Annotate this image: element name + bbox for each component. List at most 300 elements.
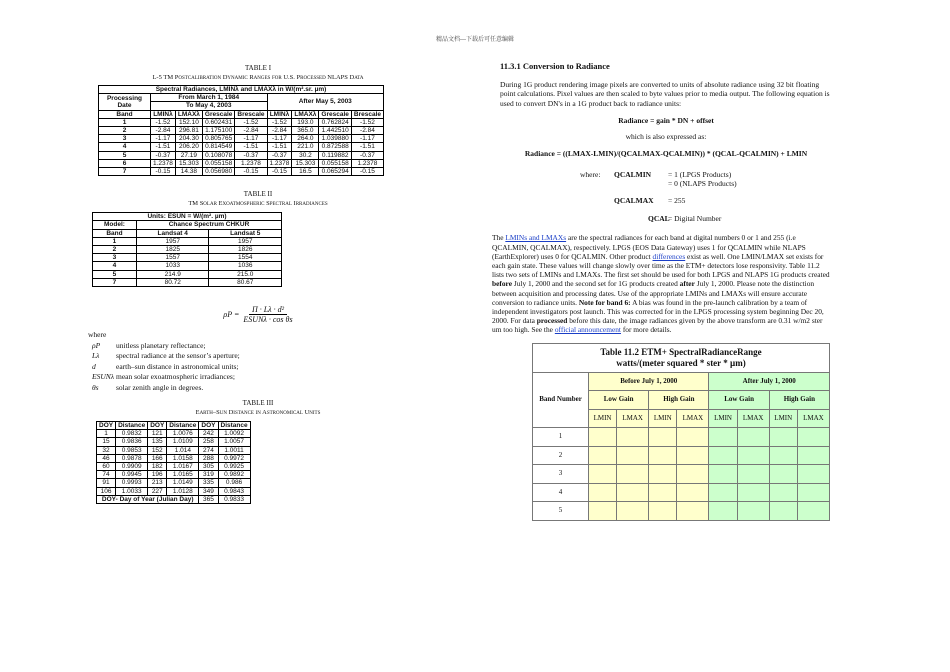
empty-cell bbox=[589, 446, 617, 465]
table3-cell: 91 bbox=[97, 479, 116, 487]
table-row bbox=[93, 278, 282, 286]
qcalmax-def bbox=[614, 196, 832, 206]
table-row bbox=[533, 502, 830, 521]
table2-cell: 2 bbox=[93, 246, 137, 254]
qcal-label: QCAL bbox=[648, 213, 670, 223]
empty-cell bbox=[737, 465, 769, 484]
empty-cell bbox=[769, 502, 797, 521]
table3-cell: 32 bbox=[97, 446, 116, 454]
table3-cell: 305 bbox=[199, 463, 218, 471]
table1-title: Spectral Radiances, LMINλ and LMAXλ in W/(m².sr. µm) bbox=[99, 86, 384, 94]
table1-col-header: Brescale bbox=[351, 110, 383, 118]
table1-period1b: To May 4, 2003 bbox=[151, 102, 268, 110]
table3-cell: 0.9972 bbox=[218, 454, 250, 462]
table3-cell: 288 bbox=[199, 454, 218, 462]
bold-after: after bbox=[679, 279, 695, 289]
empty-cell bbox=[797, 446, 829, 465]
table1-col-header: Brescale bbox=[235, 110, 267, 118]
table3-footer-doy: 365 bbox=[199, 495, 218, 503]
table3-cell: 1.0128 bbox=[167, 487, 199, 495]
table-row bbox=[93, 237, 282, 245]
table1-cell: 1.2378 bbox=[151, 159, 176, 167]
band-number-header: Band Number bbox=[533, 372, 589, 428]
table2-model-value: Chance Spectrum CHKUR bbox=[136, 221, 281, 229]
text-run: for more details. bbox=[620, 325, 672, 335]
table3-col-header: DOY bbox=[148, 422, 167, 430]
qcalmax-value: = 255 bbox=[668, 196, 686, 206]
where-item bbox=[88, 351, 428, 362]
table3-cell: 0.9853 bbox=[116, 446, 148, 454]
table4-title1: Table 11.2 ETM+ SpectralRadianceRange bbox=[600, 346, 762, 357]
page-header: 精品文档---下载后可任意编辑 bbox=[436, 37, 514, 43]
where-desc: solar zenith angle in degrees. bbox=[116, 382, 204, 392]
table1-cell: 15.303 bbox=[292, 159, 319, 167]
table1-cell: 1.175100 bbox=[202, 127, 234, 135]
table1-cell: -1.52 bbox=[267, 118, 292, 126]
empty-cell bbox=[617, 483, 649, 502]
empty-cell bbox=[649, 483, 677, 502]
table2-cell: 7 bbox=[93, 278, 137, 286]
table2-label: TABLE II bbox=[243, 190, 273, 199]
table2 bbox=[92, 212, 282, 287]
table3-cell: 0.9909 bbox=[116, 463, 148, 471]
left-column bbox=[88, 64, 428, 504]
table2-cell: 1033 bbox=[136, 262, 208, 270]
differences-link[interactable]: differences bbox=[652, 251, 686, 261]
lmax-header: LMAX bbox=[677, 409, 709, 428]
empty-cell bbox=[709, 428, 737, 447]
empty-cell bbox=[709, 465, 737, 484]
lmin-header: LMIN bbox=[589, 409, 617, 428]
where-symbol: ρP bbox=[92, 340, 101, 350]
table3-col-header: DOY bbox=[199, 422, 218, 430]
empty-cell bbox=[617, 428, 649, 447]
table1-cell: 0.805765 bbox=[202, 135, 234, 143]
empty-cell bbox=[737, 502, 769, 521]
lmin-header: LMIN bbox=[649, 409, 677, 428]
empty-cell bbox=[797, 465, 829, 484]
lmin-header: LMIN bbox=[709, 409, 737, 428]
empty-cell bbox=[709, 446, 737, 465]
table1-cell: -2.84 bbox=[235, 127, 267, 135]
qcalmin-label: QCALMIN bbox=[614, 170, 652, 180]
table1-col-header: LMINλ bbox=[151, 110, 176, 118]
bold-before: before bbox=[492, 279, 512, 289]
table1-cell: 15.303 bbox=[175, 159, 202, 167]
table1-band-header: Band bbox=[99, 110, 151, 118]
table1-cell: 0.602431 bbox=[202, 118, 234, 126]
table-row bbox=[97, 487, 251, 495]
table3-cell: 0.9993 bbox=[116, 479, 148, 487]
table1-cell: 4 bbox=[99, 143, 151, 151]
table2-col-header: Landsat 4 bbox=[136, 229, 208, 237]
table-row bbox=[97, 430, 251, 438]
table-row bbox=[97, 471, 251, 479]
table1-cell: -1.17 bbox=[267, 135, 292, 143]
table-row bbox=[93, 262, 282, 270]
table3-cell: 1.0165 bbox=[167, 471, 199, 479]
table3-cell: 274 bbox=[199, 446, 218, 454]
table1-cell: 0.814549 bbox=[202, 143, 234, 151]
empty-cell bbox=[617, 446, 649, 465]
table1-cell: -0.15 bbox=[351, 168, 383, 176]
table-row bbox=[99, 159, 384, 167]
where-symbol: θs bbox=[92, 382, 99, 392]
table2-cell: 1 bbox=[93, 237, 137, 245]
after-high-gain: High Gain bbox=[769, 391, 829, 410]
table3-cell: 0.9925 bbox=[218, 463, 250, 471]
table1-cell: -1.52 bbox=[151, 118, 176, 126]
formula-lhs: ρP = bbox=[223, 310, 240, 320]
empty-cell bbox=[769, 483, 797, 502]
table1-cell: -0.37 bbox=[351, 151, 383, 159]
table1-cell: 206.20 bbox=[175, 143, 202, 151]
table2-cell: 1554 bbox=[209, 254, 282, 262]
reflectance-formula bbox=[88, 305, 428, 324]
table3-col-header: Distance bbox=[218, 422, 250, 430]
table3-cell: 258 bbox=[199, 438, 218, 446]
table2-cell: 3 bbox=[93, 254, 137, 262]
table-row bbox=[533, 465, 830, 484]
table1 bbox=[98, 85, 384, 176]
band-number: 3 bbox=[533, 465, 589, 484]
empty-cell bbox=[617, 465, 649, 484]
table1-cell: -2.84 bbox=[267, 127, 292, 135]
qcalmax-label: QCALMAX bbox=[614, 196, 654, 206]
body-paragraph bbox=[492, 233, 832, 334]
qcalmin-def bbox=[580, 170, 832, 188]
table1-cell: 0.055158 bbox=[202, 159, 234, 167]
where-item bbox=[88, 362, 428, 373]
table1-col-header: Grescale bbox=[319, 110, 351, 118]
table3-cell: 152 bbox=[148, 446, 167, 454]
where-desc: spectral radiance at the sensor’s aperture; bbox=[116, 351, 240, 361]
table-row bbox=[97, 454, 251, 462]
table-row bbox=[97, 479, 251, 487]
table2-cell: 1825 bbox=[136, 246, 208, 254]
empty-cell bbox=[737, 446, 769, 465]
table1-cell: -0.37 bbox=[151, 151, 176, 159]
where-label: where bbox=[88, 330, 107, 340]
bold-note-band6: Note for band 6: bbox=[578, 297, 631, 307]
lmax-header: LMAX bbox=[797, 409, 829, 428]
table3-cell: 0.986 bbox=[218, 479, 250, 487]
empty-cell bbox=[649, 446, 677, 465]
table1-col-header: Grescale bbox=[202, 110, 234, 118]
table3-cell: 1.0109 bbox=[167, 438, 199, 446]
table3-cell: 1.0092 bbox=[218, 430, 250, 438]
table1-cell: 152.10 bbox=[175, 118, 202, 126]
text-run: A bias was found in the pre-launch calibration by a team of independent investigators post launch. This was corrected for in the LPGS processing system beginning Dec 20, 2000. For data bbox=[492, 297, 824, 326]
empty-cell bbox=[797, 502, 829, 521]
table1-cell: -1.51 bbox=[267, 143, 292, 151]
table1-cell: -1.52 bbox=[235, 118, 267, 126]
equation-radiance: Radiance = ((LMAX-LMIN)/(QCALMAX-QCALMIN)) * (QCAL-QCALMIN) + LMIN bbox=[524, 148, 808, 158]
table1-cell: 1 bbox=[99, 118, 151, 126]
after-low-gain: Low Gain bbox=[709, 391, 769, 410]
qcalmin-v2: = 0 (NLAPS Products) bbox=[668, 179, 737, 189]
table1-cell: 1.2378 bbox=[351, 159, 383, 167]
empty-cell bbox=[769, 428, 797, 447]
table-11-2 bbox=[532, 343, 830, 521]
table3-cell: 1.014 bbox=[167, 446, 199, 454]
table1-cell: 193.0 bbox=[292, 118, 319, 126]
text-run: exist as well. One LMIN/LMAX set exists for each gain state. These values will change slowly over time as the ETM+ detectors lose responsivity. Table 11.2 lists two sets of LMINs and LMAXs. The first set should be used for both LPGS and NLAPS 1G products created bbox=[492, 251, 830, 280]
table1-caption: L-5 TM Postcalibration Dynamic Ranges for U.S. Processed NLAPS Data bbox=[152, 74, 364, 81]
table1-cell: -0.37 bbox=[267, 151, 292, 159]
where-label-right: where: bbox=[580, 170, 601, 180]
table2-caption: TM Solar Exoatmospheric Spectral Irradiances bbox=[188, 200, 328, 208]
empty-cell bbox=[649, 465, 677, 484]
table-row bbox=[97, 463, 251, 471]
table3-cell: 1.0057 bbox=[218, 438, 250, 446]
table1-cell: -1.51 bbox=[151, 143, 176, 151]
text-run: July 1, 2000. Please note the distinction between acquisition and processing dates. Use of the appropriate LMINs and LMAXs will ensure accurate conversion to radiance units. bbox=[492, 279, 815, 307]
table1-cell: 7 bbox=[99, 168, 151, 176]
where-symbol: d bbox=[92, 361, 96, 371]
bold-processed: processed bbox=[536, 316, 568, 326]
text-run: are the spectral radiances for each band at digital numbers 0 or 1 and 255 (i.e QCALMIN, QCALMAX), respectively. LPGS (EOS Data Gateway) uses 1 for QCALMIN while NLAPS (EarthExplorer) uses 0 for QCALMIN. Other product bbox=[492, 233, 806, 261]
table3-cell: 182 bbox=[148, 463, 167, 471]
table3-cell: 135 bbox=[148, 438, 167, 446]
text-run: The bbox=[492, 233, 506, 243]
table3-cell: 106 bbox=[97, 487, 116, 495]
table2-model-label: Model: bbox=[93, 221, 137, 229]
table1-cell: 30.2 bbox=[292, 151, 319, 159]
empty-cell bbox=[649, 428, 677, 447]
table1-cell: 27.19 bbox=[175, 151, 202, 159]
table2-band-header: Band bbox=[93, 229, 137, 237]
table1-cell: 1.039880 bbox=[319, 135, 351, 143]
table2-cell: 1557 bbox=[136, 254, 208, 262]
table1-cell: 296.81 bbox=[175, 127, 202, 135]
table1-col-header: LMINλ bbox=[267, 110, 292, 118]
table2-cell: 80.72 bbox=[136, 278, 208, 286]
table3-cell: 213 bbox=[148, 479, 167, 487]
empty-cell bbox=[769, 465, 797, 484]
band-number: 2 bbox=[533, 446, 589, 465]
table1-cell: -0.37 bbox=[235, 151, 267, 159]
qcal-value: = Digital Number bbox=[668, 213, 722, 223]
table1-cell: 5 bbox=[99, 151, 151, 159]
empty-cell bbox=[769, 446, 797, 465]
empty-cell bbox=[589, 502, 617, 521]
empty-cell bbox=[589, 483, 617, 502]
table-row bbox=[99, 143, 384, 151]
table3-cell: 166 bbox=[148, 454, 167, 462]
table1-cell: 0.056980 bbox=[202, 168, 234, 176]
empty-cell bbox=[737, 483, 769, 502]
table1-cell: 0.065294 bbox=[319, 168, 351, 176]
table-row bbox=[99, 151, 384, 159]
right-column bbox=[492, 61, 832, 521]
empty-cell bbox=[589, 428, 617, 447]
table1-period2: After May 5, 2003 bbox=[267, 94, 384, 110]
table3-cell: 349 bbox=[199, 487, 218, 495]
intro-paragraph: During 1G product rendering image pixels are converted to units of absolute radiance using 32 bit floating point calculations. Pixel values are then scaled to byte values prior to media output. The following equation is used to convert DN's in a 1G product back to radiance units: bbox=[500, 79, 830, 108]
lmin-lmax-link[interactable]: LMINs and LMAXs bbox=[505, 233, 567, 243]
table4-title bbox=[533, 343, 830, 372]
before-low-gain: Low Gain bbox=[589, 391, 649, 410]
where-symbol: ESUNλ bbox=[92, 372, 114, 382]
table2-cell: 1957 bbox=[136, 237, 208, 245]
lmax-header: LMAX bbox=[737, 409, 769, 428]
table1-cell: 6 bbox=[99, 159, 151, 167]
where-desc: unitless planetary reflectance; bbox=[116, 340, 206, 350]
table1-cell: -1.52 bbox=[351, 118, 383, 126]
empty-cell bbox=[737, 428, 769, 447]
table1-cell: 365.0 bbox=[292, 127, 319, 135]
table2-cell: 1036 bbox=[209, 262, 282, 270]
table1-cell: 16.5 bbox=[292, 168, 319, 176]
also-expressed: which is also expressed as: bbox=[625, 131, 707, 141]
table3-footer-distance: 0.9833 bbox=[218, 495, 250, 503]
where-item bbox=[88, 372, 428, 383]
table3-cell: 1.0033 bbox=[116, 487, 148, 495]
table1-cell: -0.15 bbox=[235, 168, 267, 176]
table3-cell: 1.0011 bbox=[218, 446, 250, 454]
table2-cell: 5 bbox=[93, 270, 137, 278]
table3-cell: 0.9832 bbox=[116, 430, 148, 438]
table3-cell: 1.0167 bbox=[167, 463, 199, 471]
empty-cell bbox=[677, 483, 709, 502]
table3-cell: 1 bbox=[97, 430, 116, 438]
table1-cell: -1.51 bbox=[235, 143, 267, 151]
table3-cell: 1.0149 bbox=[167, 479, 199, 487]
table1-cell: -1.17 bbox=[235, 135, 267, 143]
table3-cell: 0.9878 bbox=[116, 454, 148, 462]
empty-cell bbox=[797, 483, 829, 502]
empty-cell bbox=[677, 428, 709, 447]
table3-cell: 15 bbox=[97, 438, 116, 446]
table3-caption: Earth–Sun Distance in Astronomical Units bbox=[195, 409, 321, 417]
table1-cell: 2 bbox=[99, 127, 151, 135]
table1-cell: 1.2378 bbox=[267, 159, 292, 167]
qcalmin-v1: = 1 (LPGS Products) bbox=[668, 170, 732, 180]
table-row bbox=[93, 270, 282, 278]
table3-cell: 196 bbox=[148, 471, 167, 479]
before-header: Before July 1, 2000 bbox=[589, 372, 709, 391]
equation-gain: Radiance = gain * DN + offset bbox=[618, 116, 714, 126]
where-desc: earth–sun distance in astronomical units; bbox=[116, 361, 239, 371]
table2-col-header: Landsat 5 bbox=[209, 229, 282, 237]
where-symbol: Lλ bbox=[92, 351, 100, 361]
after-header: After July 1, 2000 bbox=[709, 372, 830, 391]
table1-cell: 14.38 bbox=[175, 168, 202, 176]
table1-cell: 264.0 bbox=[292, 135, 319, 143]
table1-processing-date: Processing Date bbox=[99, 94, 151, 110]
table1-cell: -0.15 bbox=[151, 168, 176, 176]
table1-label: TABLE I bbox=[244, 64, 272, 72]
table3-cell: 46 bbox=[97, 454, 116, 462]
table2-cell: 80.67 bbox=[209, 278, 282, 286]
band-number: 1 bbox=[533, 428, 589, 447]
empty-cell bbox=[649, 502, 677, 521]
table-row bbox=[93, 246, 282, 254]
table1-cell: 221.0 bbox=[292, 143, 319, 151]
lmax-header: LMAX bbox=[617, 409, 649, 428]
formula-denominator: ESUNλ · cos θs bbox=[243, 315, 293, 325]
table2-cell: 214.9 bbox=[136, 270, 208, 278]
table1-cell: -2.84 bbox=[151, 127, 176, 135]
table-row bbox=[533, 428, 830, 447]
table-row bbox=[93, 254, 282, 262]
table-row bbox=[99, 135, 384, 143]
official-announcement-link[interactable]: official announcement bbox=[554, 325, 621, 335]
table2-cell: 1957 bbox=[209, 237, 282, 245]
table1-cell: -1.17 bbox=[351, 135, 383, 143]
table3-label: TABLE III bbox=[242, 399, 274, 408]
table3-cell: 227 bbox=[148, 487, 167, 495]
table1-cell: 1.442510 bbox=[319, 127, 351, 135]
table3-cell: 74 bbox=[97, 471, 116, 479]
qcal-def bbox=[648, 214, 832, 224]
where-item bbox=[88, 383, 428, 394]
table2-cell: 1826 bbox=[209, 246, 282, 254]
table3-cell: 60 bbox=[97, 463, 116, 471]
band-number: 5 bbox=[533, 502, 589, 521]
empty-cell bbox=[589, 465, 617, 484]
table1-cell: 0.872588 bbox=[319, 143, 351, 151]
table3-cell: 0.9945 bbox=[116, 471, 148, 479]
table1-cell: 204.30 bbox=[175, 135, 202, 143]
empty-cell bbox=[709, 483, 737, 502]
empty-cell bbox=[677, 446, 709, 465]
table3 bbox=[96, 421, 251, 504]
table-row bbox=[99, 168, 384, 176]
table1-cell: 1.2378 bbox=[235, 159, 267, 167]
table3-footer: DOY- Day of Year (Julian Day) bbox=[97, 495, 199, 503]
empty-cell bbox=[677, 465, 709, 484]
table3-cell: 1.0158 bbox=[167, 454, 199, 462]
table1-cell: -0.15 bbox=[267, 168, 292, 176]
table1-cell: 3 bbox=[99, 135, 151, 143]
table1-cell: 0.108078 bbox=[202, 151, 234, 159]
table3-col-header: DOY bbox=[97, 422, 116, 430]
text-run: before this date, the image radiances given by the above transform are 0.31 w/m2 ster um too high. See the bbox=[492, 316, 823, 335]
table2-units: Units: ESUN = W/(m². µm) bbox=[93, 213, 282, 221]
empty-cell bbox=[709, 502, 737, 521]
table3-cell: 121 bbox=[148, 430, 167, 438]
table3-cell: 335 bbox=[199, 479, 218, 487]
table1-cell: 0.055158 bbox=[319, 159, 351, 167]
formula-numerator: Π · Lλ · d² bbox=[249, 305, 287, 315]
table3-cell: 242 bbox=[199, 430, 218, 438]
before-high-gain: High Gain bbox=[649, 391, 709, 410]
table-row bbox=[533, 483, 830, 502]
table-row bbox=[97, 438, 251, 446]
table4-title2: watts/(meter squared * ster * µm) bbox=[616, 357, 746, 368]
lmin-header: LMIN bbox=[769, 409, 797, 428]
table3-cell: 319 bbox=[199, 471, 218, 479]
empty-cell bbox=[677, 502, 709, 521]
table-row bbox=[99, 127, 384, 135]
table1-cell: -2.84 bbox=[351, 127, 383, 135]
table2-cell: 215.0 bbox=[209, 270, 282, 278]
table1-cell: 0.762824 bbox=[319, 118, 351, 126]
band-number: 4 bbox=[533, 483, 589, 502]
table3-col-header: Distance bbox=[167, 422, 199, 430]
table3-cell: 0.9836 bbox=[116, 438, 148, 446]
table3-col-header: Distance bbox=[116, 422, 148, 430]
empty-cell bbox=[797, 428, 829, 447]
where-item bbox=[88, 341, 428, 352]
table3-cell: 0.9892 bbox=[218, 471, 250, 479]
table1-col-header: LMAXλ bbox=[292, 110, 319, 118]
table-row bbox=[97, 446, 251, 454]
table1-period1: From March 1, 1984 bbox=[151, 94, 268, 102]
where-block bbox=[88, 330, 428, 393]
